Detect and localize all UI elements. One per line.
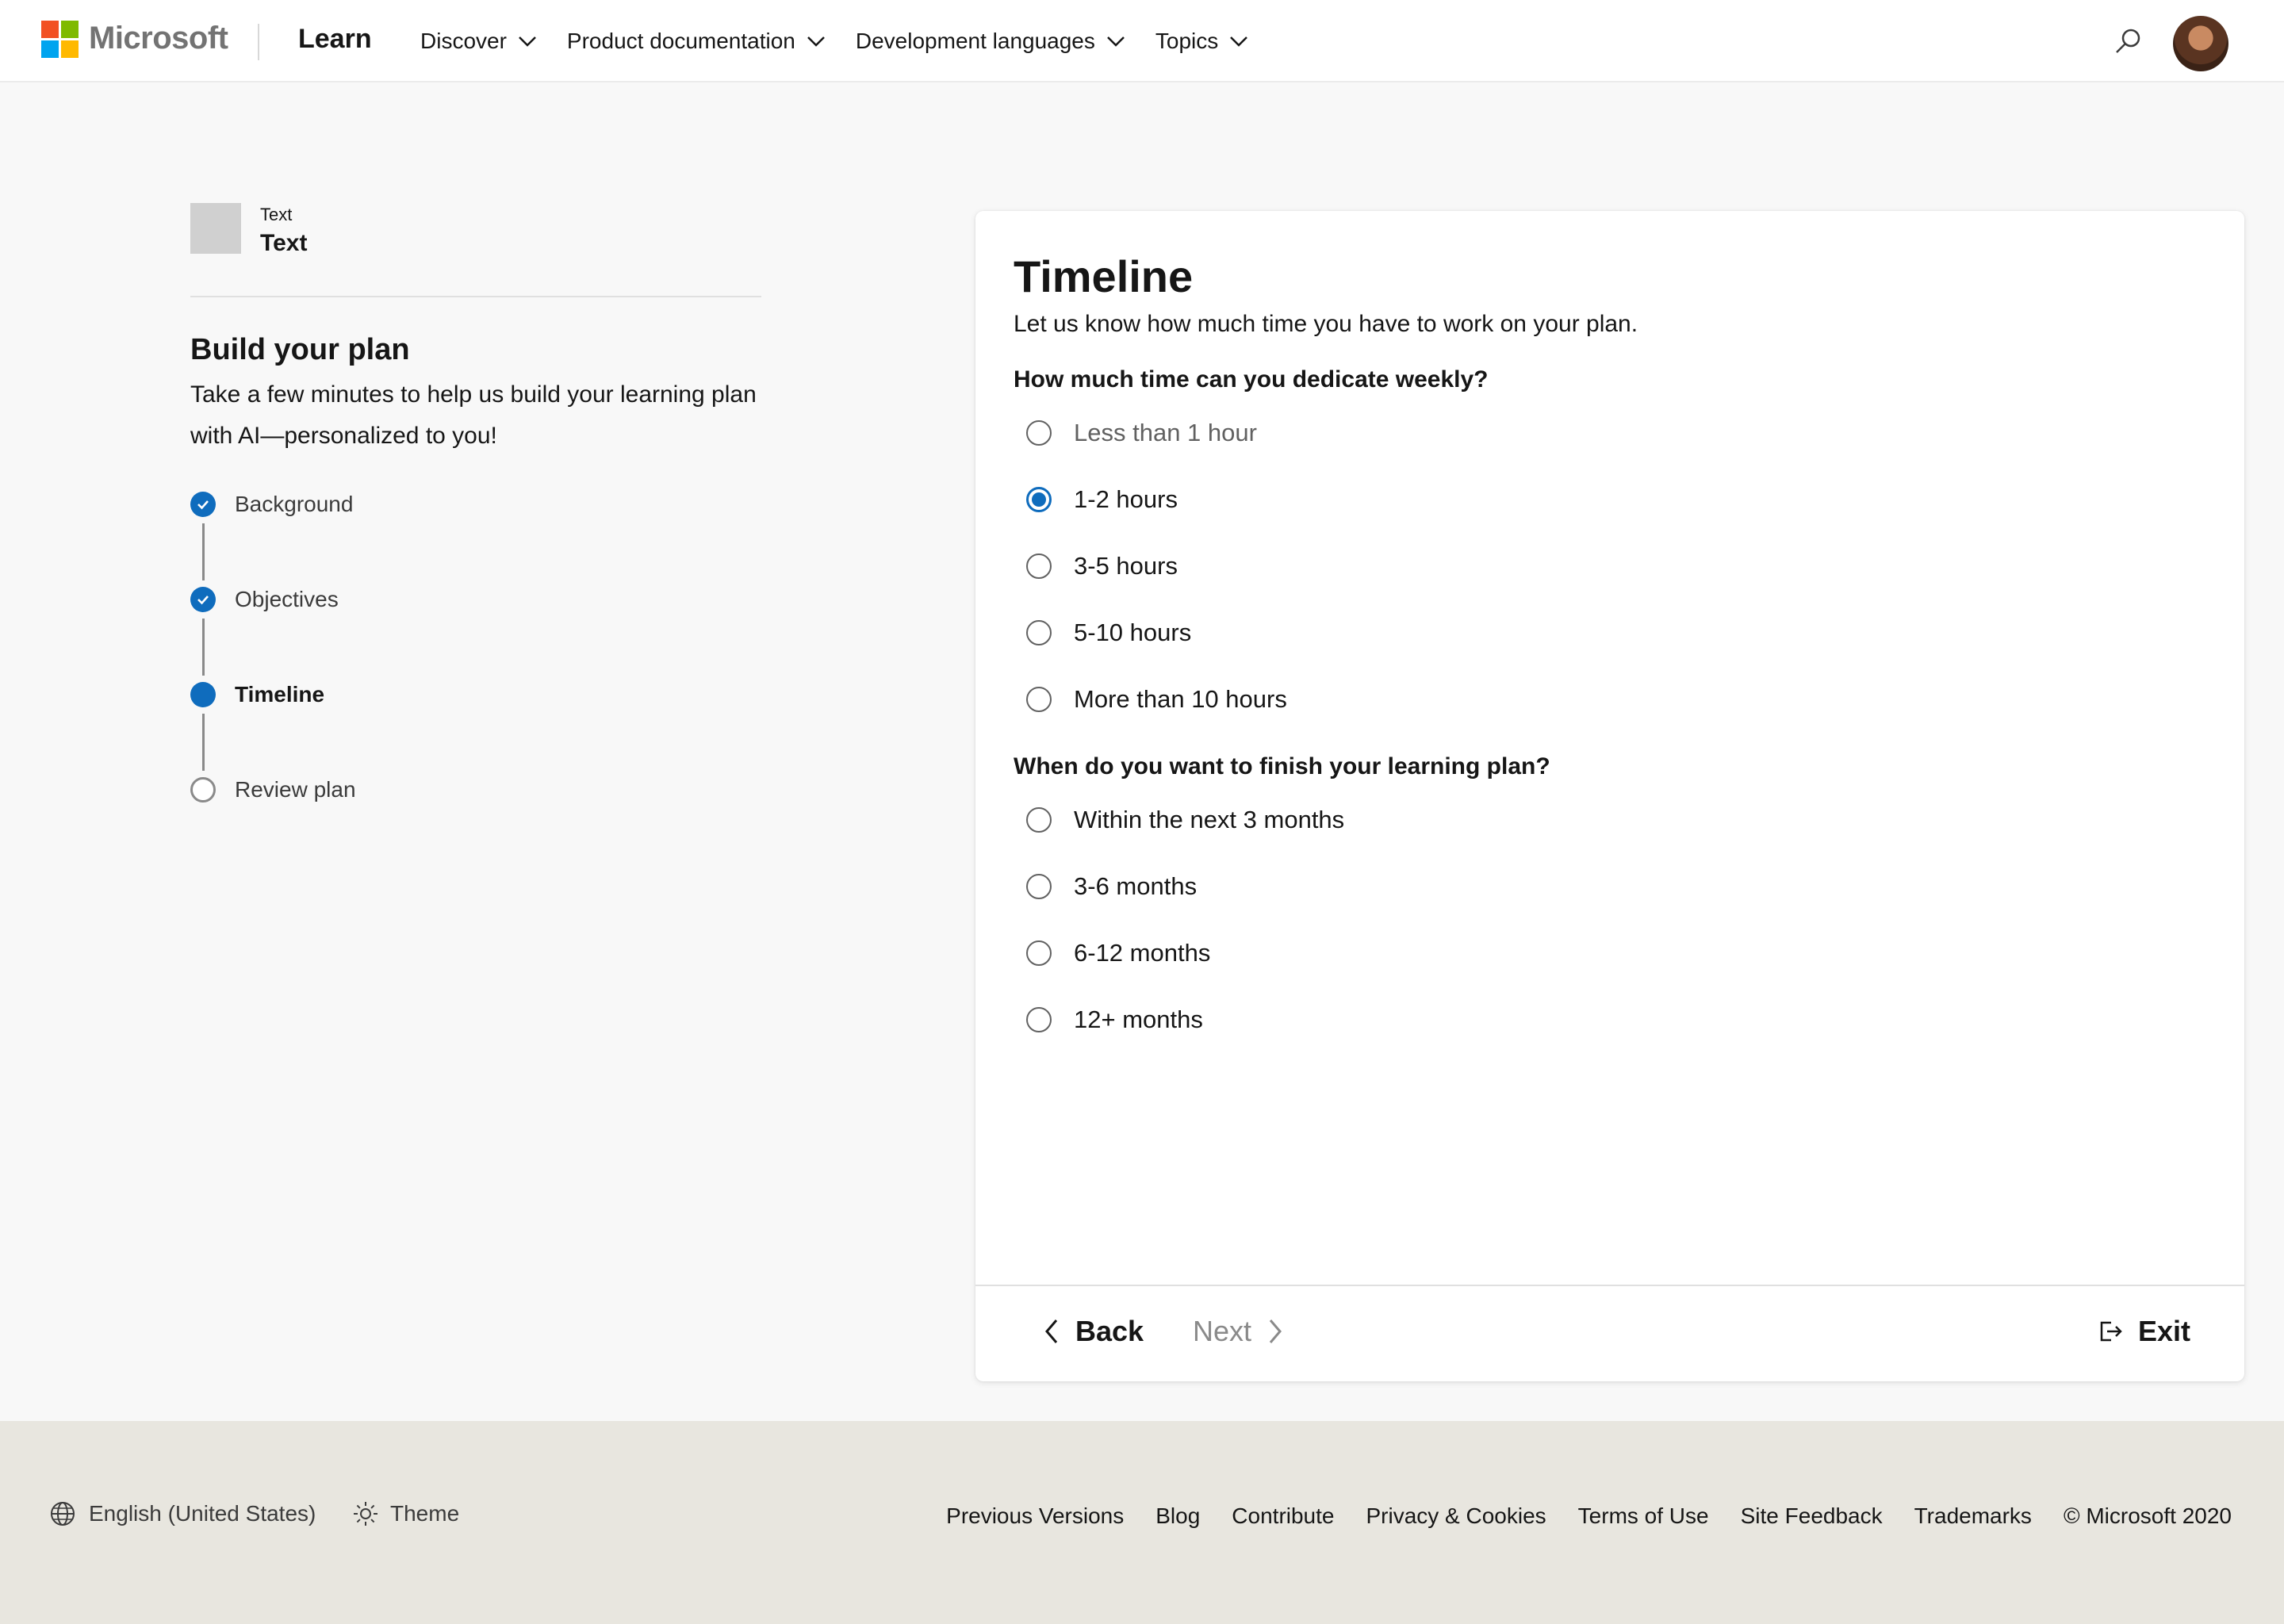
weekly-time-question: How much time can you dedicate weekly?	[1014, 366, 1489, 393]
chevron-down-icon	[807, 35, 826, 48]
chevron-down-icon	[1106, 35, 1125, 48]
search-icon[interactable]	[2113, 25, 2144, 57]
step-objectives[interactable]	[190, 587, 339, 612]
locale-selector[interactable]	[49, 1500, 316, 1527]
theme-label: Theme	[390, 1501, 460, 1526]
header-divider	[258, 24, 259, 60]
microsoft-logo-icon[interactable]	[41, 21, 79, 59]
back-button-label: Back	[1075, 1315, 1144, 1347]
timeline-card	[975, 211, 2244, 1381]
option-label: 3-6 months	[1074, 872, 1198, 900]
option-label: 12+ months	[1074, 1005, 1203, 1033]
pending-step-icon	[190, 777, 216, 802]
footer-links	[946, 1503, 2232, 1529]
step-timeline[interactable]	[190, 682, 324, 707]
step-label: Background	[235, 492, 354, 516]
thumbnail-title: Text	[260, 230, 308, 256]
nav-label: Discover	[420, 29, 507, 53]
globe-icon	[49, 1500, 76, 1527]
option-label: Less than 1 hour	[1074, 419, 1257, 446]
nav-label: Topics	[1155, 29, 1219, 53]
nav-item-discover[interactable]	[420, 29, 537, 54]
chevron-down-icon	[518, 35, 537, 48]
footer-link-privacy-cookies[interactable]: Privacy & Cookies	[1366, 1503, 1546, 1528]
user-avatar[interactable]	[2173, 16, 2228, 71]
step-label: Timeline	[235, 682, 325, 707]
footer-link-contribute[interactable]: Contribute	[1232, 1503, 1335, 1528]
weekly-option-5-10-hours[interactable]	[1026, 619, 1191, 647]
next-button-label: Next	[1193, 1315, 1252, 1347]
top-header	[0, 0, 2284, 82]
footer-link-trademarks[interactable]: Trademarks	[1914, 1503, 2032, 1528]
footer-link-terms-of-use[interactable]: Terms of Use	[1577, 1503, 1709, 1528]
step-review-plan[interactable]	[190, 777, 356, 802]
finish-option-6-12-months[interactable]	[1026, 939, 1210, 967]
copyright: © Microsoft 2020	[2063, 1503, 2232, 1528]
locale-label: English (United States)	[89, 1501, 316, 1526]
option-label: 1-2 hours	[1074, 485, 1178, 513]
radio-button[interactable]	[1026, 687, 1052, 712]
finish-option-within-3-months[interactable]	[1026, 806, 1344, 834]
nav-label: Product documentation	[566, 29, 795, 53]
build-plan-description: Take a few minutes to help us build your learning plan with AI—personalized to you!	[190, 381, 757, 449]
option-label: 5-10 hours	[1074, 619, 1192, 646]
product-name[interactable]: Learn	[298, 24, 372, 54]
footer-link-site-feedback[interactable]: Site Feedback	[1740, 1503, 1883, 1528]
step-background[interactable]	[190, 492, 353, 517]
finish-option-12-plus-months[interactable]	[1026, 1005, 1203, 1034]
finish-time-question: When do you want to finish your learning plan?	[1014, 753, 1550, 779]
radio-button[interactable]	[1026, 940, 1052, 966]
radio-button[interactable]	[1026, 874, 1052, 899]
radio-button-selected[interactable]	[1026, 487, 1052, 512]
sun-icon	[352, 1500, 379, 1527]
theme-selector[interactable]	[352, 1500, 459, 1527]
option-label: 6-12 months	[1074, 939, 1211, 967]
checkmark-icon	[190, 492, 216, 517]
build-plan-title: Build your plan	[190, 333, 410, 366]
footer-link-previous-versions[interactable]: Previous Versions	[946, 1503, 1125, 1528]
weekly-option-1-2-hours[interactable]	[1026, 485, 1178, 514]
chevron-down-icon	[1229, 35, 1248, 48]
nav-item-topics[interactable]	[1155, 29, 1248, 54]
step-label: Objectives	[235, 587, 339, 611]
option-label: Within the next 3 months	[1074, 806, 1345, 833]
nav-item-product-documentation[interactable]	[567, 29, 826, 54]
footer-link-blog[interactable]: Blog	[1155, 1503, 1201, 1528]
next-button[interactable]	[1193, 1315, 1285, 1348]
option-label: 3-5 hours	[1074, 552, 1178, 580]
card-subtitle: Let us know how much time you have to work on your plan.	[1014, 311, 1638, 337]
radio-button[interactable]	[1026, 807, 1052, 833]
weekly-option-3-5-hours[interactable]	[1026, 552, 1178, 580]
nav-label: Development languages	[855, 29, 1095, 53]
exit-button[interactable]	[2097, 1315, 2190, 1348]
card-title: Timeline	[1014, 251, 1194, 301]
radio-button[interactable]	[1026, 420, 1052, 446]
nav-item-development-languages[interactable]	[856, 29, 1125, 54]
left-divider	[190, 296, 761, 297]
finish-option-3-6-months[interactable]	[1026, 872, 1197, 901]
exit-icon	[2097, 1318, 2124, 1345]
step-connector	[202, 523, 205, 580]
chevron-right-icon	[1266, 1317, 1285, 1346]
step-connector	[202, 714, 205, 771]
chevron-left-icon	[1042, 1317, 1061, 1346]
radio-button[interactable]	[1026, 1007, 1052, 1032]
back-button[interactable]	[1042, 1315, 1144, 1348]
option-label: More than 10 hours	[1074, 685, 1287, 713]
plan-thumbnail	[190, 203, 241, 254]
current-step-icon	[190, 682, 216, 707]
radio-button[interactable]	[1026, 620, 1052, 645]
step-connector	[202, 619, 205, 676]
main-nav	[420, 29, 1248, 54]
step-label: Review plan	[235, 777, 356, 802]
exit-button-label: Exit	[2138, 1315, 2191, 1347]
weekly-option-less-than-1-hour[interactable]	[1026, 419, 1257, 447]
card-footer-divider	[975, 1285, 2244, 1286]
weekly-option-more-than-10-hours[interactable]	[1026, 685, 1287, 714]
brand-name[interactable]: Microsoft	[89, 21, 228, 56]
checkmark-icon	[190, 587, 216, 612]
radio-button[interactable]	[1026, 553, 1052, 579]
thumbnail-caption: Text	[260, 205, 293, 224]
